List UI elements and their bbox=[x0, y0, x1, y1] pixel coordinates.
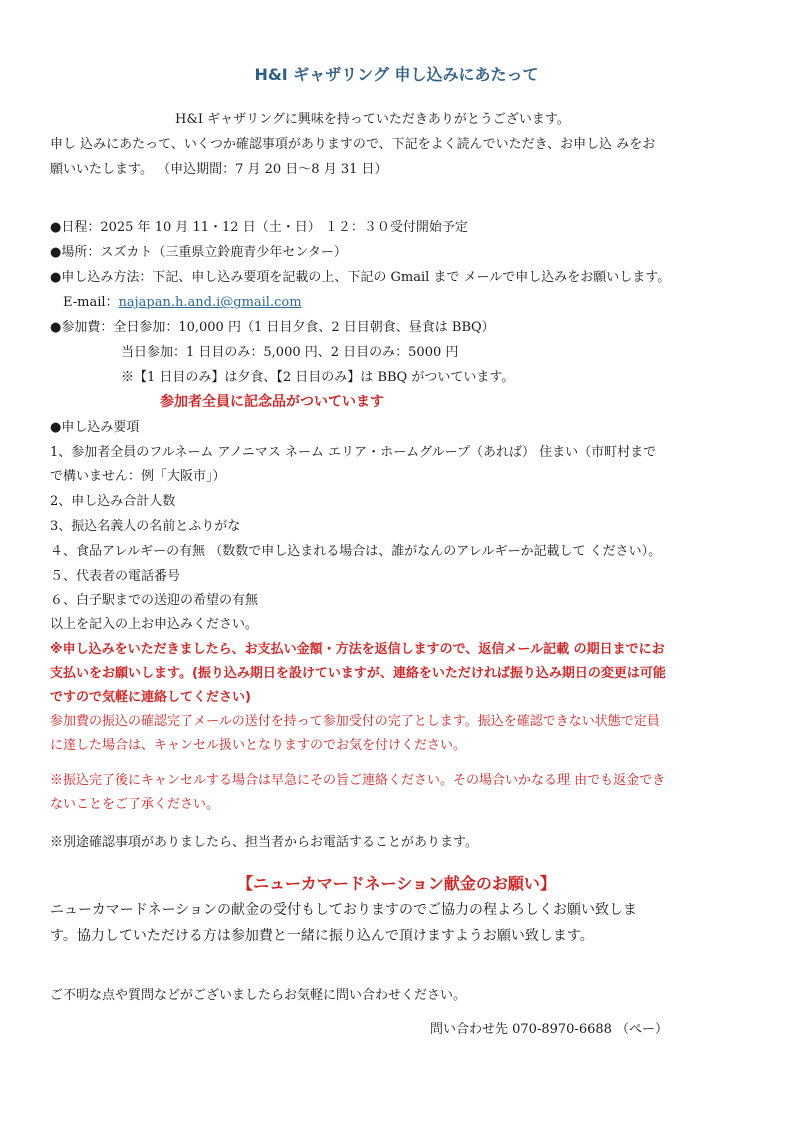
requirement-item-1a: 1、参加者全員のフルネーム アノニマス ネーム エリア・ホームグループ（あれば） 住まい（市町村まで bbox=[50, 445, 657, 460]
fee-line-2: 当日参加：1 日目のみ：5,000 円、2 日目のみ：5000 円 bbox=[121, 345, 459, 360]
fee-line-1: ●参加費：全日参加：10,000 円（1 日目夕食、2 日目朝食、昼食は BBQ） bbox=[50, 320, 495, 335]
page-title: H&I ギャザリング 申し込みにあたって bbox=[254, 65, 539, 84]
confirmation-notice-line-2: に達した場合は、キャンセル扱いとなりますのでお気を付けください。 bbox=[50, 738, 467, 753]
confirmation-notice-line-1: 参加費の振込の確認完了メールの送付を持って参加受付の完了とします。振込を確認できない状態で定員 bbox=[50, 714, 660, 729]
place-line: ●場所：スズカト（三重県立鈴鹿青少年センター） bbox=[50, 245, 347, 260]
gift-notice: 参加者全員に記念品がついています bbox=[160, 394, 384, 410]
payment-notice-line-1: ※申し込みをいただきましたら、お支払い金額・方法を返信しますので、返信メール記載 の期日までにお bbox=[50, 642, 665, 657]
contact-note: ※別途確認事項がありましたら、担当者からお電話することがあります。 bbox=[50, 835, 478, 850]
donation-text-line-1: ニューカマードネーションの献金の受付もしておりますのでご協力の程よろしくお願い致しま bbox=[50, 902, 638, 918]
requirement-item-3: 3、振込名義人の名前とふりがな bbox=[50, 519, 241, 534]
requirement-item-1b: で構いません：例「大阪市」） bbox=[50, 469, 226, 484]
requirement-item-5: ５、代表者の電話番号 bbox=[50, 569, 181, 584]
payment-notice-line-3: ですので気軽に連絡してください) bbox=[50, 690, 251, 705]
requirement-item-2: 2、申し込み合計人数 bbox=[50, 494, 176, 509]
requirement-item-4: ４、食品アレルギーの有無 （数数で申し込まれる場合は、誰がなんのアレルギーか記載して ください）。 bbox=[50, 544, 662, 559]
requirements-header: ●申し込み要項 bbox=[50, 420, 140, 435]
payment-notice-line-2: 支払いをお願いします。(振り込み期日を設けていますが、連絡をいただければ振り込み期日の変更は可能 bbox=[50, 666, 666, 681]
email-label: E-mail： bbox=[63, 295, 119, 310]
requirement-item-6: ６、白子駅までの送迎の希望の有無 bbox=[50, 593, 259, 608]
method-line: ●申し込み方法：下記、申し込み要項を記載の上、下記の Gmail まで メールで申し込みをお願いします。 bbox=[50, 270, 671, 285]
inquiry-contact: 問い合わせ先 070-8970-6688 （ぺー） bbox=[430, 1022, 669, 1037]
intro-line-1: H&I ギャザリングに興味を持っていただきありがとうございます。 bbox=[175, 112, 570, 127]
donation-title: 【ニューカマードネーション献金のお願い】 bbox=[237, 874, 556, 893]
cancel-notice-line-2: ないことをご了承ください。 bbox=[50, 797, 220, 812]
intro-line-2: 申し 込みにあたって、いくつか確認事項がありますので、下記をよく読んでいただき、お申し込 みをお bbox=[50, 137, 656, 152]
email-link[interactable]: najapan.h.and.i@gmail.com bbox=[118, 295, 302, 310]
schedule-line: ●日程：2025 年 10 月 11・12 日（土・日） １２：３０受付開始予定 bbox=[50, 220, 468, 235]
questions-line: ご不明な点や質問などがございましたらお気軽に問い合わせください。 bbox=[50, 988, 467, 1003]
email-row bbox=[63, 294, 302, 312]
fee-line-3: ※【1 日目のみ】は夕食、【2 日目のみ】は BBQ がついています。 bbox=[121, 370, 515, 385]
cancel-notice-line-1: ※振込完了後にキャンセルする場合は早急にその旨ご連絡ください。その場合いかなる理 由でも返金でき bbox=[50, 773, 666, 788]
intro-line-3: 願いいたします。 （申込期間：7 月 20 日〜8 月 31 日） bbox=[50, 162, 388, 177]
donation-text-line-2: す。協力していただける方は参加費と一緒に振り込んで頂けますようお願い致します。 bbox=[50, 928, 594, 944]
requirements-closing: 以上を記入の上お申込みください。 bbox=[50, 617, 259, 632]
